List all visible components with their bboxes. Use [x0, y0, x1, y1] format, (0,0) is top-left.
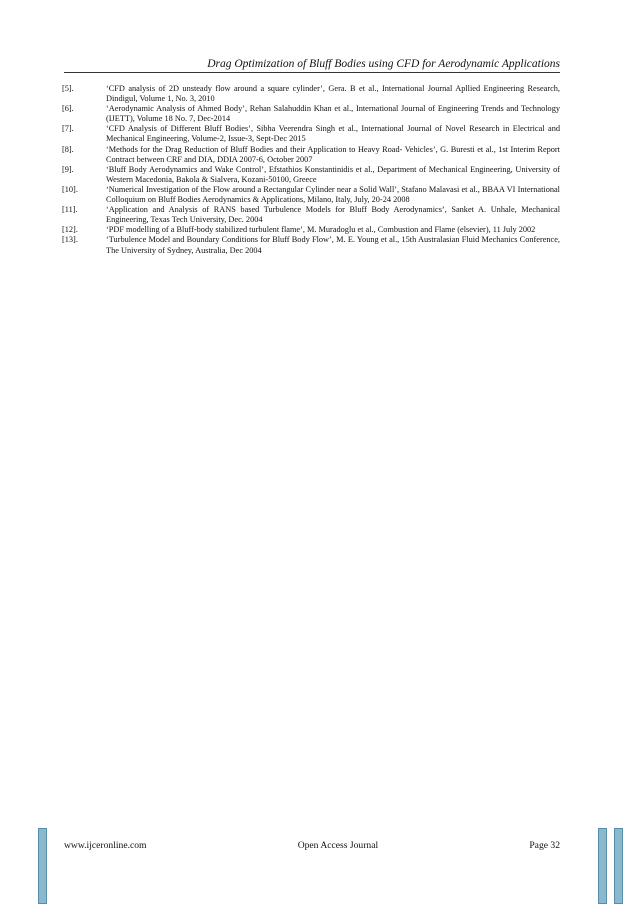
- running-header: [64, 58, 560, 73]
- reference-item: [62, 84, 560, 104]
- reference-text: ‘Numerical Investigation of the Flow around a Rectangular Cylinder near a Solid Wall’, Stafano Malavasi et al., BBAA VI International Colloquium on Bluff Bodies Aerodynamics & Applications, Milano, Italy, July, 20-24 2008: [106, 184, 560, 205]
- header-title: Drag Optimization of Bluff Bodies using CFD for Aerodynamic Applications: [207, 58, 560, 70]
- reference-item: [62, 145, 560, 165]
- footer-page-number: Page 32: [529, 840, 560, 851]
- reference-number: [8].: [62, 144, 74, 154]
- reference-item: [62, 205, 560, 225]
- reference-number: [11].: [62, 205, 78, 215]
- reference-number: [5].: [62, 84, 74, 93]
- footer-decor-bar-right-outer: [614, 828, 623, 904]
- reference-text: ‘CFD Analysis of Different Bluff Bodies’, Sibha Veerendra Singh et al., International Journal of Novel Research in Electrical and Mechanical Engineering, Volume-2, Issue-3, Sept-Dec 2015: [106, 124, 560, 144]
- footer-decor-bar-left: [38, 828, 47, 904]
- page-footer: [64, 840, 560, 851]
- reference-number: [12].: [62, 225, 78, 235]
- reference-text: ‘Bluff Body Aerodynamics and Wake Control’, Efstathios Konstantinidis et al., Department of Mechanical Engineering, University of Western Macedonia, Bakola & Sialvera, Kozani-50100, Greece: [106, 164, 560, 184]
- reference-number: [13].: [62, 235, 78, 245]
- reference-text: ‘Aerodynamic Analysis of Ahmed Body’, Rehan Salahuddin Khan et al., International Journal of Engineering Trends and Technology (IJETT), Volume 18 No. 7, Dec-2014: [106, 104, 560, 124]
- reference-text: ‘CFD analysis of 2D unsteady flow around a square cylinder’, Gera. B et al., International Journal Apllied Engineering Research, Dindigul, Volume 1, No. 3, 2010: [106, 84, 560, 104]
- reference-text: ‘Turbulence Model and Boundary Conditions for Bluff Body Flow’, M. E. Young et al., 15th Australasian Fluid Mechanics Conference, The University of Sydney, Australia, Dec 2004: [106, 235, 560, 255]
- reference-text: ‘Methods for the Drag Reduction of Bluff Bodies and their Application to Heavy Road- Vehicles’, G. Buresti et al., 1st Interim Report Contract between CRF and DIA, DDIA 2007-6, October 2007: [106, 144, 560, 164]
- reference-item: [62, 185, 560, 205]
- footer-decor-bar-right-inner: [598, 828, 607, 904]
- reference-text: ‘Application and Analysis of RANS based Turbulence Models for Bluff Body Aerodynamics’, Sanket A. Unhale, Mechanical Engineering, Texas Tech University, Dec. 2004: [106, 205, 560, 225]
- reference-number: [6].: [62, 104, 74, 114]
- reference-item: [62, 104, 560, 124]
- reference-number: [10].: [62, 184, 78, 194]
- reference-number: [7].: [62, 124, 74, 134]
- footer-journal: Open Access Journal: [297, 840, 379, 851]
- reference-item: [62, 124, 560, 144]
- reference-number: [9].: [62, 164, 74, 174]
- reference-text: ‘PDF modelling of a Bluff-body stabilized turbulent flame’, M. Muradoglu et al., Combustion and Flame (elsevier), 11 July 2002: [106, 225, 536, 235]
- reference-item: [62, 225, 560, 235]
- reference-list: [62, 84, 560, 256]
- footer-website: www.ijceronline.com: [64, 840, 147, 851]
- reference-item: [62, 165, 560, 185]
- reference-item: [62, 235, 560, 255]
